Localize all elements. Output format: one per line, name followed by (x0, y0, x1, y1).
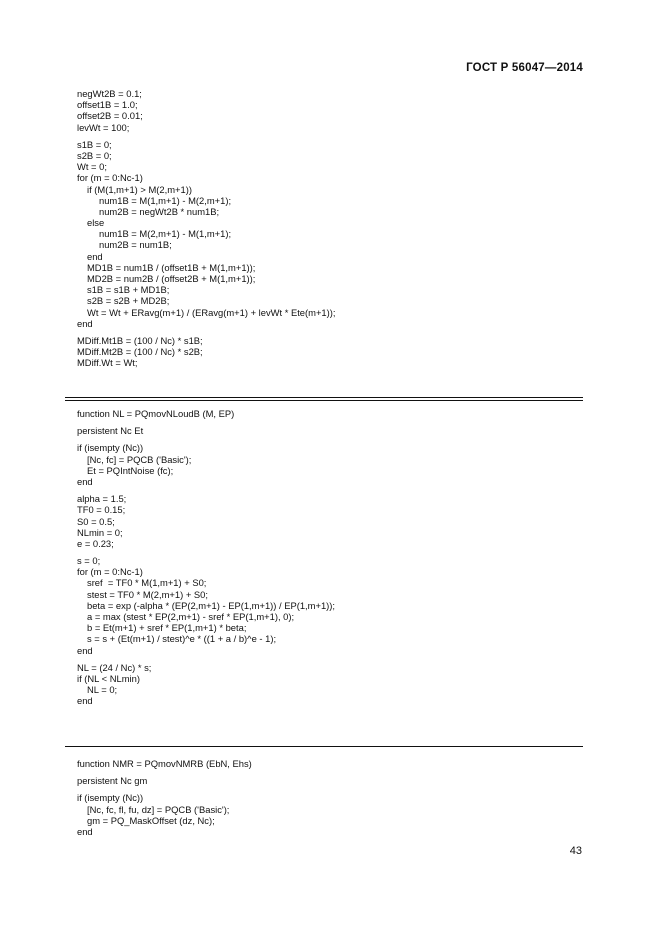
code-line: levWt = 100; (77, 121, 130, 133)
code-line: s2B = s2B + MD2B; (87, 295, 170, 307)
code-line: end (77, 695, 93, 707)
code-line: TF0 = 0.15; (77, 504, 126, 516)
code-line: Wt = 0; (77, 161, 107, 173)
code-line: sref = TF0 * M(1,m+1) + S0; (87, 577, 207, 589)
code-line: if (NL < NLmin) (77, 672, 140, 684)
code-line: num1B = M(1,m+1) - M(2,m+1); (99, 194, 232, 206)
code-line: NL = (24 / Nc) * s; (77, 661, 152, 673)
code-line: offset1B = 1.0; (77, 99, 138, 111)
code-line: num1B = M(2,m+1) - M(1,m+1); (99, 228, 232, 240)
code-line: MD1B = num1B / (offset1B + M(1,m+1)); (87, 261, 256, 273)
code-line: for (m = 0:Nc-1) (77, 566, 143, 578)
code-line: if (isempty (Nc)) (77, 792, 144, 804)
code-line: NL = 0; (87, 684, 118, 696)
code-block-2 (77, 408, 335, 707)
code-line: persistent Nc Et (77, 425, 144, 437)
code-line: MDiff.Mt1B = (100 / Nc) * s1B; (77, 334, 203, 346)
code-line: end (77, 317, 93, 329)
divider-line-2 (65, 746, 583, 747)
code-line: persistent Nc gm (77, 775, 148, 787)
code-line: s = 0; (77, 555, 101, 567)
code-line: end (77, 475, 93, 487)
code-line: s = s + (Et(m+1) / stest)^e * ((1 + a / b)^e - 1); (87, 633, 277, 645)
code-line: MDiff.Wt = Wt; (77, 357, 138, 369)
code-line: s2B = 0; (77, 149, 112, 161)
code-line: [Nc, fc, fl, fu, dz] = PQCB ('Basic'); (87, 803, 230, 815)
code-line: num2B = num1B; (99, 239, 172, 251)
code-line: S0 = 0.5; (77, 515, 115, 527)
code-line: num2B = negWt2B * num1B; (99, 205, 220, 217)
code-line: negWt2B = 0.1; (77, 88, 142, 99)
code-line: for (m = 0:Nc-1) (77, 172, 143, 184)
code-block-3 (77, 758, 252, 837)
code-line: a = max (stest * EP(2,m+1) - sref * EP(1,m+1), 0); (87, 611, 295, 622)
code-line: [Nc, fc] = PQCB ('Basic'); (87, 453, 192, 465)
code-line: s1B = s1B + MD1B; (87, 284, 170, 296)
code-line: stest = TF0 * M(2,m+1) + S0; (87, 588, 208, 600)
divider-line-1b (65, 400, 583, 401)
document-code: ГОСТ Р 56047—2014 (466, 62, 583, 74)
code-line: e = 0.23; (77, 537, 114, 549)
code-line: MDiff.Mt2B = (100 / Nc) * s2B; (77, 346, 203, 358)
code-line: alpha = 1.5; (77, 493, 127, 505)
code-line: Et = PQIntNoise (fc); (87, 464, 174, 476)
code-block-1 (77, 88, 336, 369)
code-line: beta = exp (-alpha * (EP(2,m+1) - EP(1,m+1)) / EP(1,m+1)); (87, 599, 336, 611)
code-line: function NL = PQmovNLoudB (M, EP) (77, 408, 235, 419)
code-line: gm = PQ_MaskOffset (dz, Nc); (87, 814, 215, 826)
code-line: s1B = 0; (77, 138, 112, 150)
code-line: end (77, 644, 93, 656)
code-line: end (87, 250, 103, 262)
code-line: offset2B = 0.01; (77, 110, 143, 122)
code-line: Wt = Wt + ERavg(m+1) / (ERavg(m+1) + levWt * Ete(m+1)); (87, 306, 336, 318)
code-line: else (87, 217, 105, 229)
code-line: b = Et(m+1) + sref * EP(1,m+1) * beta; (87, 622, 247, 634)
code-line: function NMR = PQmovNMRB (EbN, Ehs) (77, 758, 252, 769)
code-line: NLmin = 0; (77, 526, 123, 538)
code-line: end (77, 825, 93, 837)
divider-line-1 (65, 397, 583, 398)
code-line: MD2B = num2B / (offset2B + M(1,m+1)); (87, 273, 256, 284)
code-line: if (isempty (Nc)) (77, 442, 144, 454)
code-line: if (M(1,m+1) > M(2,m+1)) (87, 183, 192, 195)
page-number: 43 (569, 845, 582, 857)
